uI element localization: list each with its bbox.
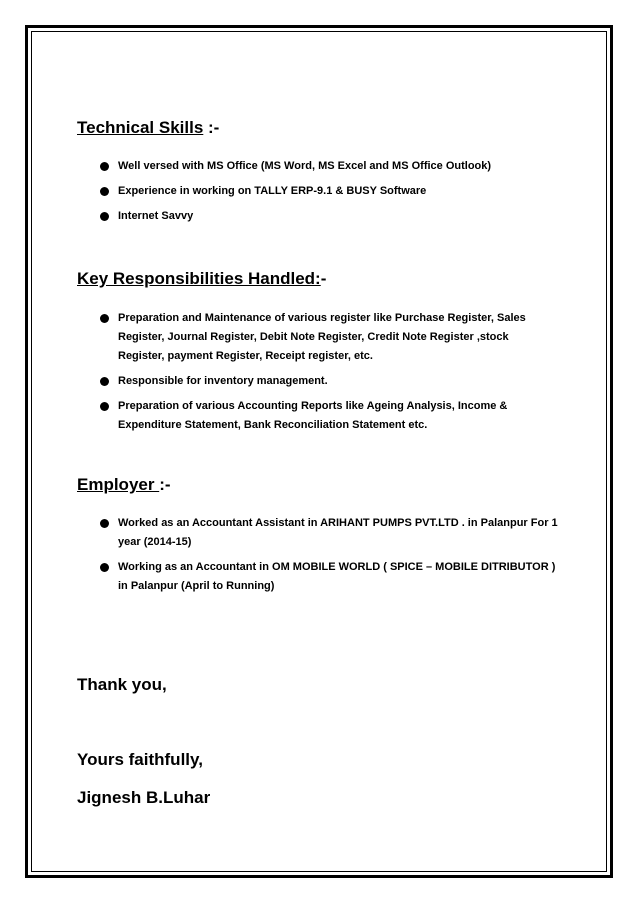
bullet-icon bbox=[100, 314, 109, 323]
skill-text: Experience in working on TALLY ERP-9.1 & BUSY Software bbox=[118, 185, 427, 197]
employer-title: Employer bbox=[77, 475, 160, 494]
regards-line: Yours faithfully, bbox=[77, 750, 203, 769]
list-item bbox=[100, 157, 558, 176]
list-item bbox=[100, 558, 558, 596]
employer-list bbox=[100, 514, 558, 602]
skill-text: Internet Savvy bbox=[118, 210, 194, 222]
technical-skills-title: Technical Skills bbox=[77, 118, 204, 137]
responsibility-text: Preparation of various Accounting Reports like Ageing Analysis, Income & Expenditure Statement, Bank Reconciliation Statement etc. bbox=[118, 400, 508, 431]
bullet-icon bbox=[100, 377, 109, 386]
employer-text: Working as an Accountant in OM MOBILE WORLD ( SPICE – MOBILE DITRIBUTOR ) in Palanpur (April to Running) bbox=[118, 561, 556, 592]
employer-heading bbox=[77, 475, 171, 495]
responsibilities-heading bbox=[77, 269, 326, 289]
list-item bbox=[100, 182, 558, 201]
thanks-line: Thank you, bbox=[77, 675, 167, 694]
bullet-icon bbox=[100, 402, 109, 411]
list-item bbox=[100, 372, 558, 391]
technical-skills-suffix: :- bbox=[203, 118, 220, 137]
responsibilities-suffix: - bbox=[320, 269, 327, 288]
responsibilities-list bbox=[100, 309, 558, 441]
responsibility-text: Responsible for inventory management. bbox=[118, 375, 328, 387]
bullet-icon bbox=[100, 162, 109, 171]
employer-text: Worked as an Accountant Assistant in ARIHANT PUMPS PVT.LTD . in Palanpur For 1 year (2014-15) bbox=[118, 517, 558, 548]
responsibility-text: Preparation and Maintenance of various register like Purchase Register, Sales Register, Journal Register, Debit Note Register, Credit Note Register ,stock Register, payment Register, Receipt register, etc. bbox=[118, 312, 526, 362]
skill-text: Well versed with MS Office (MS Word, MS Excel and MS Office Outlook) bbox=[118, 160, 492, 172]
bullet-icon bbox=[100, 563, 109, 572]
list-item bbox=[100, 309, 558, 366]
signature-name: Jignesh B.Luhar bbox=[77, 788, 211, 807]
responsibilities-title: Key Responsibilities Handled: bbox=[77, 269, 321, 288]
list-item bbox=[100, 207, 558, 226]
bullet-icon bbox=[100, 212, 109, 221]
list-item bbox=[100, 397, 558, 435]
list-item bbox=[100, 514, 558, 552]
technical-skills-list bbox=[100, 157, 558, 232]
bullet-icon bbox=[100, 519, 109, 528]
employer-suffix: :- bbox=[159, 475, 171, 494]
bullet-icon bbox=[100, 187, 109, 196]
technical-skills-heading bbox=[77, 118, 219, 138]
